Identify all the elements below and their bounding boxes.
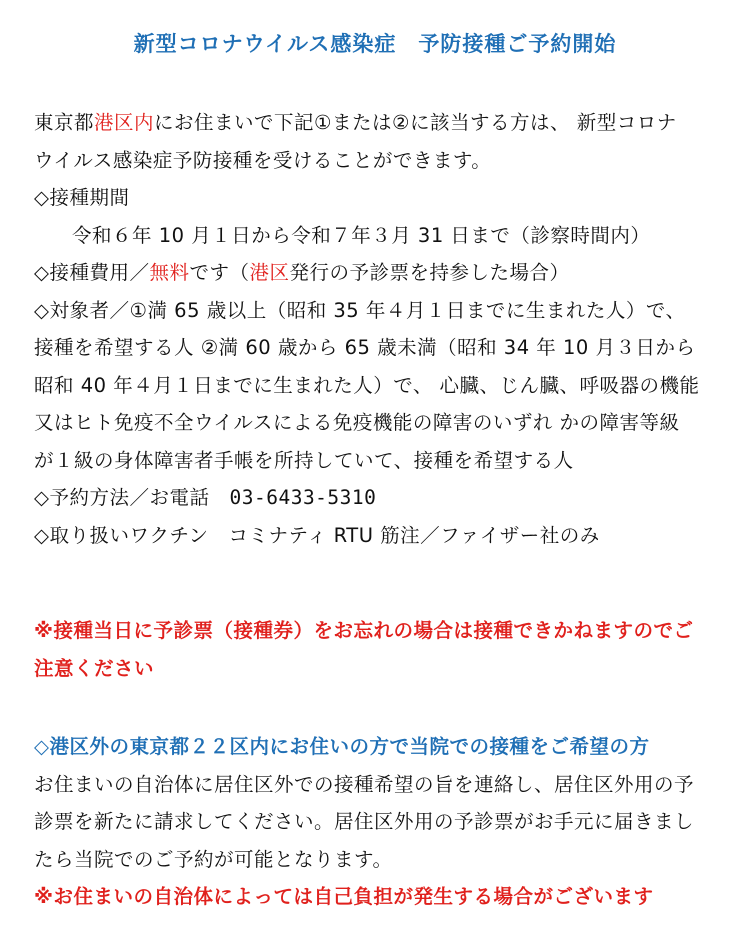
outside-line-3: たら当院でのご予約が可能となります。: [34, 847, 393, 871]
intro-tokyo: 東京都: [34, 111, 95, 134]
target-line-1: ◇対象者／①満 65 歳以上（昭和 35 年４月１日までに生まれた人）で、: [34, 298, 686, 322]
intro-line-2: ウイルス感染症予防接種を受けることができます。: [34, 148, 492, 172]
outside-residents-section: [34, 728, 724, 916]
cost-line: [34, 254, 724, 292]
forget-notice: [34, 612, 724, 687]
outside-heading: ◇港区外の東京都２２区内にお住いの方で当院での接種をご希望の方: [34, 735, 650, 758]
target-line-4: 又はヒト免疫不全ウイルスによる免疫機能の障害のいずれ かの障害等級: [34, 411, 680, 434]
notice-line-2: 注意ください: [34, 656, 155, 680]
main-info: [34, 104, 724, 554]
target-line-2: 接種を希望する人 ②満 60 歳から 65 歳未満（昭和 34 年 10 月３日から: [34, 336, 696, 359]
page-title: 新型コロナウイルス感染症 予防接種ご予約開始: [133, 32, 617, 56]
cost-condition: 発行の予診票を持参した場合）: [289, 261, 570, 284]
cost-free-highlight: 無料: [149, 261, 190, 284]
cost-minato-highlight: 港区: [249, 261, 290, 284]
reservation-label: ◇予約方法／お電話: [34, 486, 230, 509]
notice-line-1: ※接種当日に予診票（接種券）をお忘れの場合は接種できかねますのでご: [34, 619, 694, 642]
vaccine-line: ◇取り扱いワクチン コミナティ RTU 筋注／ファイザー社のみ: [34, 523, 600, 547]
cost-label: ◇接種費用／: [34, 261, 150, 284]
period-dates: 令和６年 10 月１日から令和７年３月 31 日まで（診察時間内）: [72, 223, 651, 247]
target-line-5: が１級の身体障害者手帳を所持していて、接種を希望する人: [34, 448, 574, 472]
reservation-phone[interactable]: 03-6433-5310: [229, 486, 377, 509]
period-heading: ◇接種期間: [34, 186, 130, 209]
target-line-3: 昭和 40 年４月１日までに生まれた人）で、 心臓、じん臓、呼吸器の機能: [34, 373, 700, 397]
intro-rest: にお住まいで下記①または②に該当する方は、 新型コロナ: [154, 111, 677, 134]
intro-line-1: [34, 104, 724, 142]
cost-desu: です（: [189, 261, 250, 284]
reservation-line: [34, 479, 724, 517]
outside-warning: ※お住まいの自治体によっては自己負担が発生する場合がございます: [34, 885, 654, 908]
intro-minato-highlight: 港区内: [94, 111, 155, 134]
outside-line-2: 診票を新たに請求してください。居住区外用の予診票がお手元に届きまし: [34, 810, 695, 833]
outside-line-1: お住まいの自治体に居住区外での接種希望の旨を連絡し、居住区外用の予: [34, 772, 695, 796]
